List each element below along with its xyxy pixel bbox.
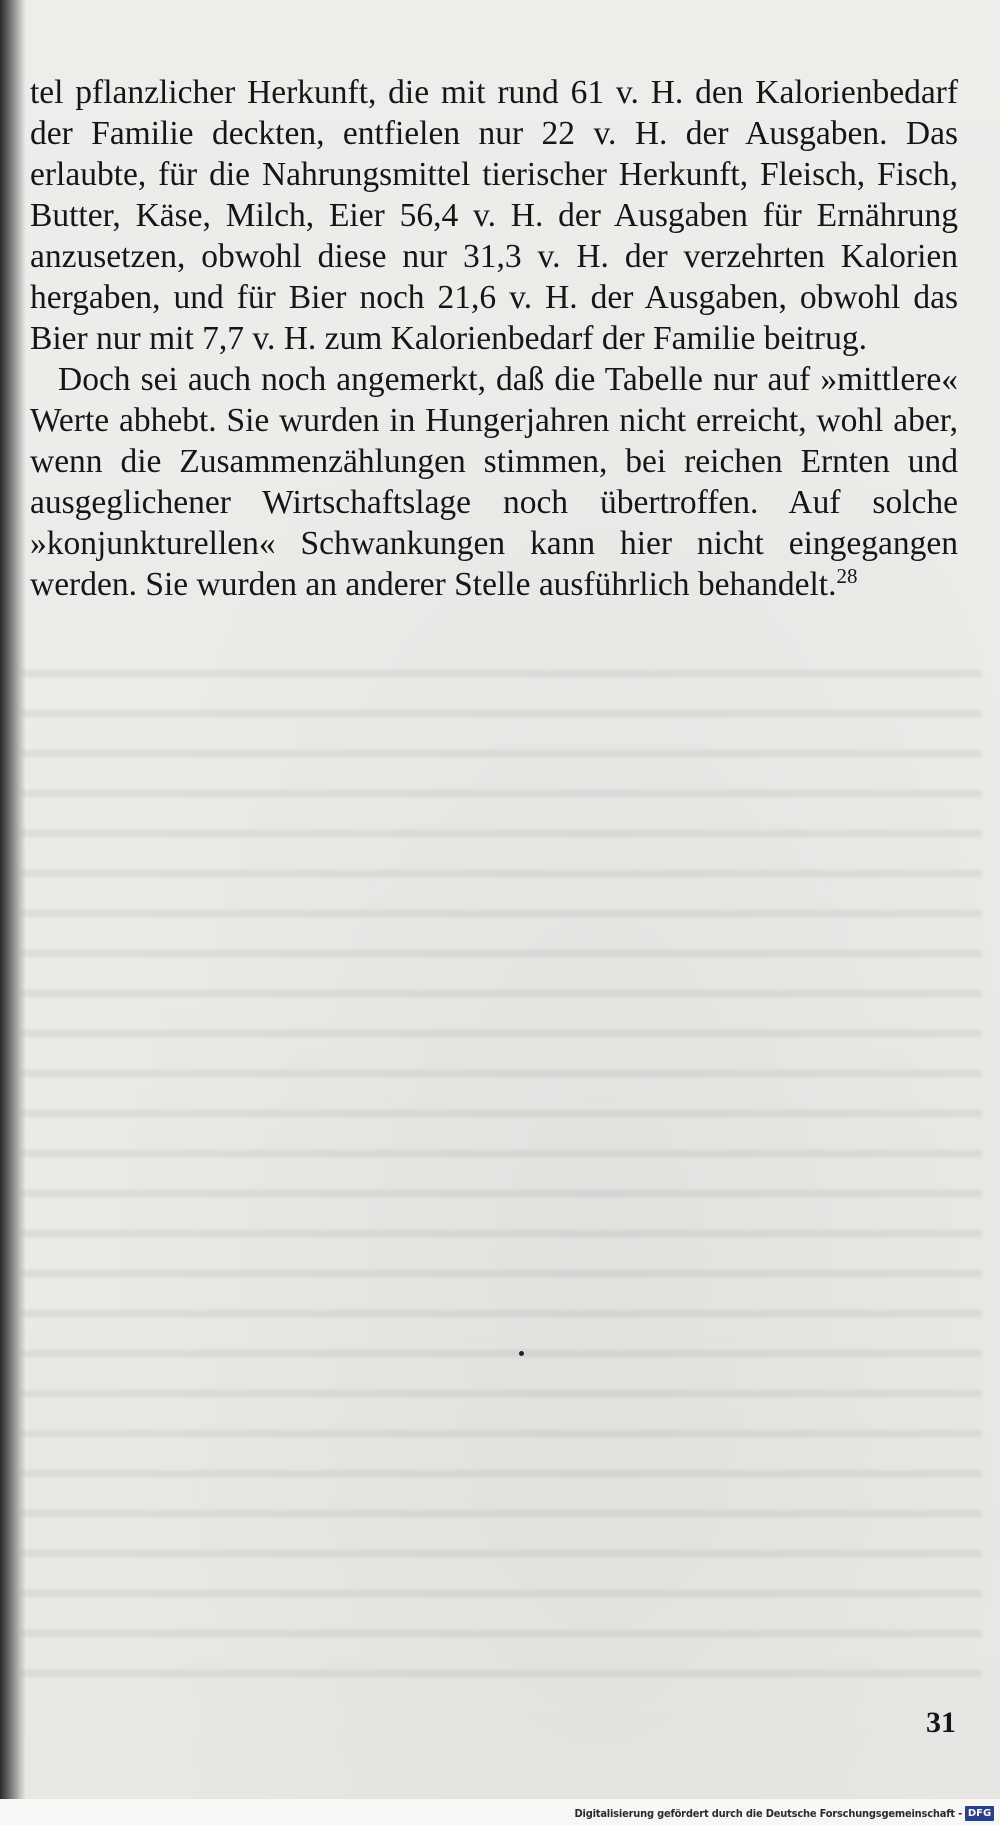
footer-bar [0,1799,1000,1825]
page-number: 31 [926,1706,956,1739]
ink-speck [519,1351,524,1356]
show-through-text [22,650,982,1710]
footnote-reference: 28 [836,563,858,588]
funding-notice: Digitalisierung gefördert durch die Deutsche Forschungsgemeinschaft - [574,1807,962,1820]
paragraph-1: tel pflanzlicher Herkunft, die mit rund 61 v. H. den Kalorienbedarf der Familie deckten, entfielen nur 22 v. H. der Ausgaben. Das erlaubte, für die Nahrungsmittel tierischer Herkunft, Fleisch, Fisch, Butter, Käse, Milch, Eier 56,4 v. H. der Ausgaben für Ernährung anzusetzen, obwohl diese nur 31,3 v. H. der verzehrten Kalorien hergaben, und für Bier noch 21,6 v. H. der Ausgaben, obwohl das Bier nur mit 7,7 v. H. zum Kalorienbedarf der Familie beitrug. [30,74,958,357]
paragraph-2 [30,359,958,605]
paragraph-2-text: Doch sei auch noch angemerkt, daß die Tabelle nur auf »mittlere« Werte abhebt. Sie wurden in Hungerjahren nicht erreicht, wohl aber, wenn die Zusammenzählungen stimmen, bei reichen Ernten und ausgeglichener Wirtschaftslage noch übertroffen. Auf solche »konjunkturellen« Schwankungen kann hier nicht eingegangen werden. Sie wurden an anderer Stelle ausführlich behandelt. [30,361,958,603]
dfg-logo: DFG [965,1806,994,1821]
body-text [30,72,958,605]
